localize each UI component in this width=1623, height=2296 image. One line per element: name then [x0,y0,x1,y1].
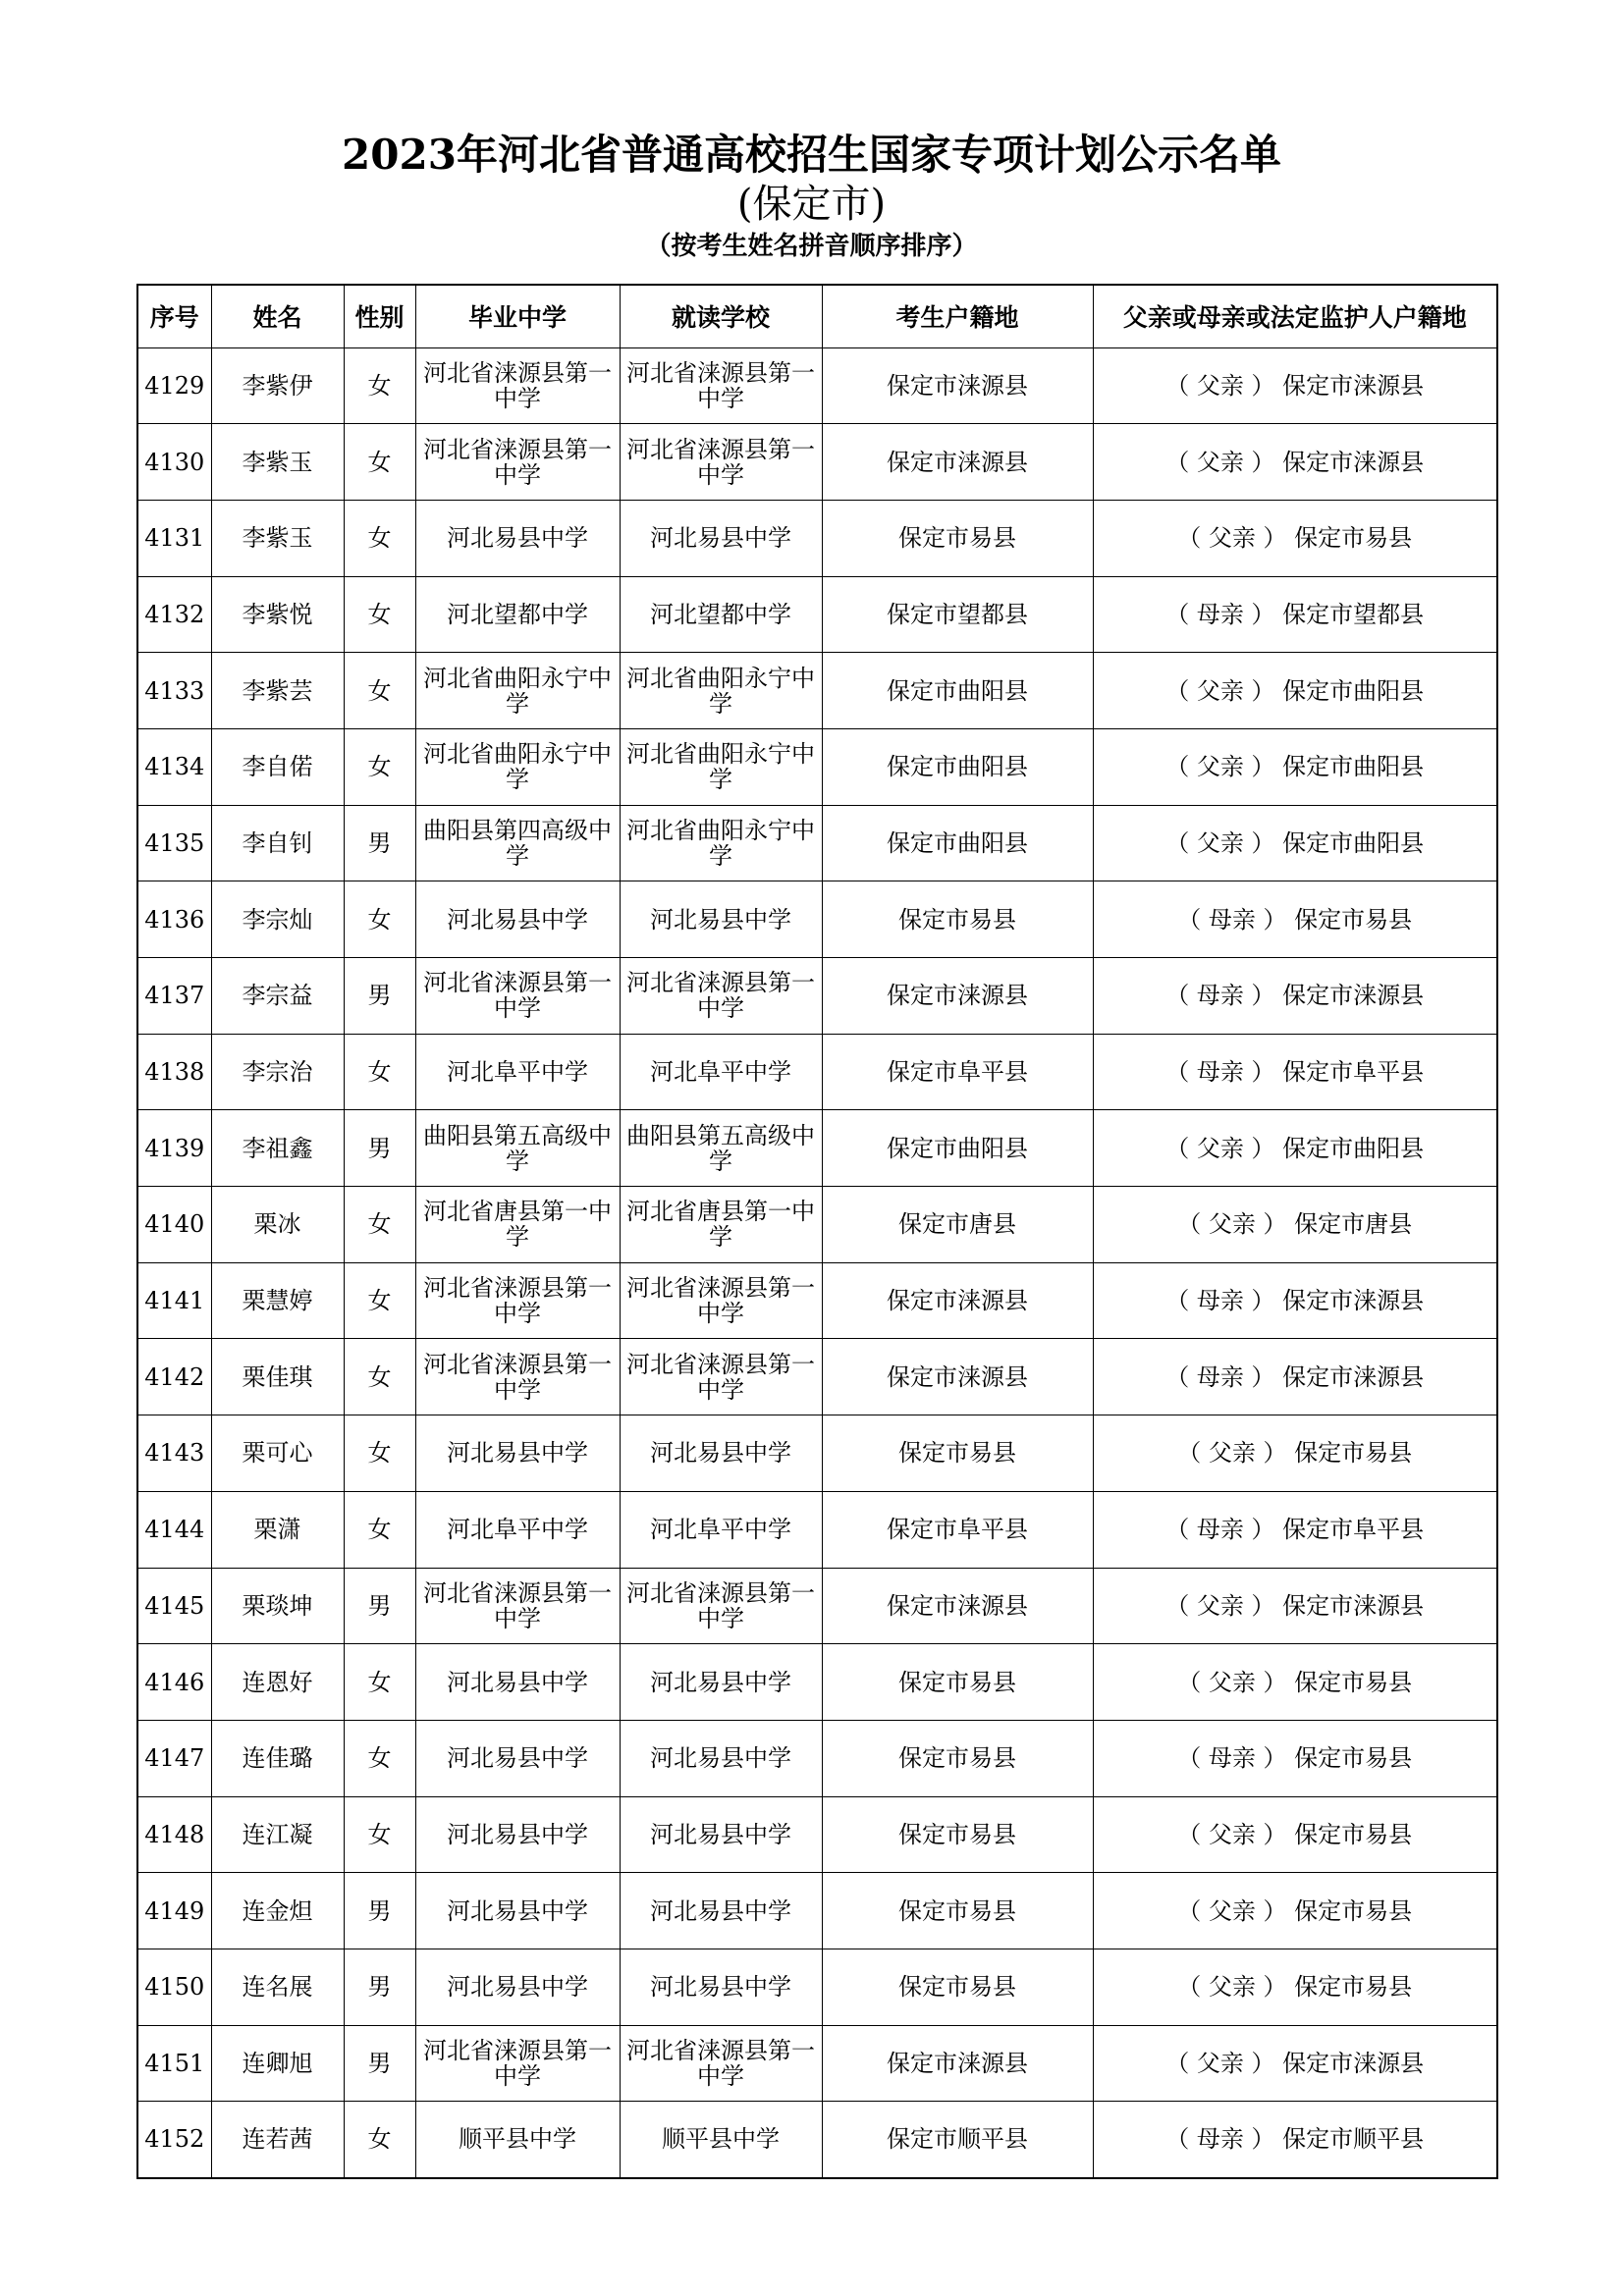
current-school-cell: 河北易县中学 [620,1644,822,1721]
gender-cell: 女 [344,728,415,805]
residence-cell: 保定市顺平县 [822,2102,1093,2178]
row-number-cell: 4139 [137,1110,211,1187]
student-name-cell: 李紫悦 [211,576,344,653]
table-row [137,1720,1497,1796]
document-title: 2023年河北省普通高校招生国家专项计划公示名单 [342,131,1281,179]
current-school-cell: 河北省曲阳永宁中学 [620,653,822,729]
table-row [137,424,1497,501]
residence-cell: 保定市唐县 [822,1187,1093,1263]
row-number-cell: 4147 [137,1720,211,1796]
gender-cell: 女 [344,881,415,958]
current-school-cell: 顺平县中学 [620,2102,822,2178]
row-number-cell: 4136 [137,881,211,958]
row-number-cell: 4149 [137,1873,211,1949]
guardian-residence-cell: （ 母亲 ） 保定市阜平县 [1093,1491,1497,1568]
guardian-residence-cell: （ 母亲 ） 保定市涞源县 [1093,1262,1497,1339]
row-number-cell: 4145 [137,1568,211,1644]
residence-cell: 保定市涞源县 [822,958,1093,1035]
graduation-school-cell: 河北易县中学 [415,1720,620,1796]
residence-cell: 保定市易县 [822,1796,1093,1873]
table-row [137,1415,1497,1492]
guardian-residence-cell: （ 母亲 ） 保定市易县 [1093,1720,1497,1796]
table-row [137,1262,1497,1339]
residence-cell: 保定市曲阳县 [822,805,1093,881]
row-number-cell: 4143 [137,1415,211,1492]
gender-cell: 女 [344,576,415,653]
graduation-school-cell: 河北省涞源县第一中学 [415,1339,620,1415]
row-number-cell: 4150 [137,1949,211,2025]
student-name-cell: 连金炟 [211,1873,344,1949]
gender-cell: 女 [344,1034,415,1110]
gender-cell: 女 [344,1644,415,1721]
row-number-cell: 4129 [137,347,211,424]
student-name-cell: 连若茜 [211,2102,344,2178]
graduation-school-cell: 河北易县中学 [415,1415,620,1492]
current-school-cell: 河北省涞源县第一中学 [620,1262,822,1339]
residence-cell: 保定市易县 [822,1415,1093,1492]
table-row [137,1873,1497,1949]
student-name-cell: 李祖鑫 [211,1110,344,1187]
residence-cell: 保定市易县 [822,1720,1093,1796]
row-number-cell: 4141 [137,1262,211,1339]
graduation-school-cell: 顺平县中学 [415,2102,620,2178]
student-name-cell: 连名展 [211,1949,344,2025]
student-name-cell: 李宗灿 [211,881,344,958]
current-school-cell: 河北省涞源县第一中学 [620,958,822,1035]
student-name-cell: 连佳璐 [211,1720,344,1796]
column-header-name: 姓名 [211,285,344,347]
gender-cell: 女 [344,424,415,501]
student-name-cell: 栗冰 [211,1187,344,1263]
gender-cell: 女 [344,500,415,576]
graduation-school-cell: 河北易县中学 [415,1949,620,2025]
residence-cell: 保定市曲阳县 [822,728,1093,805]
table-row [137,1796,1497,1873]
guardian-residence-cell: （ 父亲 ） 保定市曲阳县 [1093,1110,1497,1187]
guardian-residence-cell: （ 母亲 ） 保定市顺平县 [1093,2102,1497,2178]
column-header-residence: 考生户籍地 [822,285,1093,347]
graduation-school-cell: 曲阳县第四高级中学 [415,805,620,881]
table-row [137,728,1497,805]
current-school-cell: 河北易县中学 [620,881,822,958]
gender-cell: 男 [344,1110,415,1187]
graduation-school-cell: 河北省涞源县第一中学 [415,1262,620,1339]
residence-cell: 保定市曲阳县 [822,1110,1093,1187]
residence-cell: 保定市望都县 [822,576,1093,653]
current-school-cell: 河北省涞源县第一中学 [620,1568,822,1644]
table-header [137,285,1497,347]
table-row [137,1110,1497,1187]
table-row [137,1644,1497,1721]
gender-cell: 女 [344,1720,415,1796]
student-name-cell: 连江凝 [211,1796,344,1873]
residence-cell: 保定市涞源县 [822,347,1093,424]
current-school-cell: 河北易县中学 [620,1796,822,1873]
student-name-cell: 李自钊 [211,805,344,881]
residence-cell: 保定市易县 [822,500,1093,576]
gender-cell: 女 [344,1415,415,1492]
gender-cell: 男 [344,958,415,1035]
table-row [137,1949,1497,2025]
graduation-school-cell: 河北省涞源县第一中学 [415,2025,620,2102]
residence-cell: 保定市涞源县 [822,2025,1093,2102]
guardian-residence-cell: （ 母亲 ） 保定市涞源县 [1093,958,1497,1035]
gender-cell: 女 [344,653,415,729]
table-row [137,2102,1497,2178]
table-row [137,1339,1497,1415]
current-school-cell: 河北省涞源县第一中学 [620,347,822,424]
row-number-cell: 4140 [137,1187,211,1263]
guardian-residence-cell: （ 父亲 ） 保定市易县 [1093,1949,1497,2025]
graduation-school-cell: 河北易县中学 [415,1644,620,1721]
gender-cell: 女 [344,347,415,424]
row-number-cell: 4132 [137,576,211,653]
table-row [137,958,1497,1035]
student-name-cell: 栗可心 [211,1415,344,1492]
guardian-residence-cell: （ 父亲 ） 保定市易县 [1093,500,1497,576]
column-header-guardian-residence: 父亲或母亲或法定监护人户籍地 [1093,285,1497,347]
column-header-gender: 性别 [344,285,415,347]
graduation-school-cell: 河北省唐县第一中学 [415,1187,620,1263]
guardian-residence-cell: （ 父亲 ） 保定市易县 [1093,1873,1497,1949]
graduation-school-cell: 河北易县中学 [415,1873,620,1949]
current-school-cell: 河北省曲阳永宁中学 [620,728,822,805]
table-row [137,576,1497,653]
graduation-school-cell: 河北省涞源县第一中学 [415,424,620,501]
table-row [137,1491,1497,1568]
residence-cell: 保定市涞源县 [822,1339,1093,1415]
student-name-cell: 李紫玉 [211,424,344,501]
table-row [137,881,1497,958]
residence-cell: 保定市易县 [822,881,1093,958]
current-school-cell: 河北省涞源县第一中学 [620,2025,822,2102]
row-number-cell: 4142 [137,1339,211,1415]
table-body [137,347,1497,2178]
current-school-cell: 曲阳县第五高级中学 [620,1110,822,1187]
graduation-school-cell: 河北望都中学 [415,576,620,653]
column-header-number: 序号 [137,285,211,347]
graduation-school-cell: 曲阳县第五高级中学 [415,1110,620,1187]
student-name-cell: 栗慧婷 [211,1262,344,1339]
current-school-cell: 河北易县中学 [620,1873,822,1949]
table-row [137,2025,1497,2102]
residence-cell: 保定市涞源县 [822,1262,1093,1339]
guardian-residence-cell: （ 母亲 ） 保定市阜平县 [1093,1034,1497,1110]
student-name-cell: 连卿旭 [211,2025,344,2102]
guardian-residence-cell: （ 父亲 ） 保定市曲阳县 [1093,728,1497,805]
gender-cell: 女 [344,1187,415,1263]
residence-cell: 保定市阜平县 [822,1491,1093,1568]
student-name-cell: 李自偌 [211,728,344,805]
guardian-residence-cell: （ 母亲 ） 保定市易县 [1093,881,1497,958]
student-name-cell: 李宗益 [211,958,344,1035]
current-school-cell: 河北省涞源县第一中学 [620,1339,822,1415]
residence-cell: 保定市阜平县 [822,1034,1093,1110]
current-school-cell: 河北易县中学 [620,500,822,576]
student-name-cell: 栗佳琪 [211,1339,344,1415]
row-number-cell: 4134 [137,728,211,805]
table-row [137,1187,1497,1263]
guardian-residence-cell: （ 母亲 ） 保定市涞源县 [1093,1339,1497,1415]
graduation-school-cell: 河北省曲阳永宁中学 [415,728,620,805]
gender-cell: 男 [344,2025,415,2102]
graduation-school-cell: 河北阜平中学 [415,1491,620,1568]
table-row [137,653,1497,729]
residence-cell: 保定市曲阳县 [822,653,1093,729]
table-row [137,1034,1497,1110]
row-number-cell: 4146 [137,1644,211,1721]
graduation-school-cell: 河北阜平中学 [415,1034,620,1110]
student-name-cell: 李宗治 [211,1034,344,1110]
student-name-cell: 李紫芸 [211,653,344,729]
gender-cell: 男 [344,805,415,881]
guardian-residence-cell: （ 父亲 ） 保定市曲阳县 [1093,653,1497,729]
student-name-cell: 李紫玉 [211,500,344,576]
gender-cell: 女 [344,1491,415,1568]
current-school-cell: 河北易县中学 [620,1415,822,1492]
roster-table [136,284,1498,2179]
guardian-residence-cell: （ 父亲 ） 保定市涞源县 [1093,2025,1497,2102]
table-row [137,500,1497,576]
graduation-school-cell: 河北省涞源县第一中学 [415,958,620,1035]
guardian-residence-cell: （ 父亲 ） 保定市涞源县 [1093,1568,1497,1644]
guardian-residence-cell: （ 父亲 ） 保定市涞源县 [1093,424,1497,501]
student-name-cell: 栗潇 [211,1491,344,1568]
current-school-cell: 河北阜平中学 [620,1491,822,1568]
graduation-school-cell: 河北省涞源县第一中学 [415,347,620,424]
gender-cell: 男 [344,1949,415,2025]
row-number-cell: 4135 [137,805,211,881]
student-name-cell: 李紫伊 [211,347,344,424]
gender-cell: 男 [344,1568,415,1644]
graduation-school-cell: 河北易县中学 [415,500,620,576]
current-school-cell: 河北省曲阳永宁中学 [620,805,822,881]
row-number-cell: 4137 [137,958,211,1035]
document-subtitle: (保定市) [736,182,887,227]
guardian-residence-cell: （ 父亲 ） 保定市易县 [1093,1796,1497,1873]
guardian-residence-cell: （ 父亲 ） 保定市易县 [1093,1644,1497,1721]
current-school-cell: 河北省唐县第一中学 [620,1187,822,1263]
current-school-cell: 河北易县中学 [620,1720,822,1796]
guardian-residence-cell: （ 父亲 ） 保定市涞源县 [1093,347,1497,424]
column-header-current-school: 就读学校 [620,285,822,347]
guardian-residence-cell: （ 父亲 ） 保定市易县 [1093,1415,1497,1492]
guardian-residence-cell: （ 母亲 ） 保定市望都县 [1093,576,1497,653]
guardian-residence-cell: （ 父亲 ） 保定市曲阳县 [1093,805,1497,881]
row-number-cell: 4133 [137,653,211,729]
current-school-cell: 河北望都中学 [620,576,822,653]
row-number-cell: 4130 [137,424,211,501]
sort-note: （按考生姓名拼音顺序排序） [645,232,978,261]
current-school-cell: 河北阜平中学 [620,1034,822,1110]
residence-cell: 保定市易县 [822,1873,1093,1949]
graduation-school-cell: 河北省涞源县第一中学 [415,1568,620,1644]
row-number-cell: 4151 [137,2025,211,2102]
column-header-graduation-school: 毕业中学 [415,285,620,347]
header-row [137,285,1497,347]
gender-cell: 女 [344,1262,415,1339]
row-number-cell: 4144 [137,1491,211,1568]
row-number-cell: 4152 [137,2102,211,2178]
current-school-cell: 河北省涞源县第一中学 [620,424,822,501]
gender-cell: 女 [344,1339,415,1415]
table-row [137,347,1497,424]
graduation-school-cell: 河北易县中学 [415,881,620,958]
row-number-cell: 4138 [137,1034,211,1110]
row-number-cell: 4131 [137,500,211,576]
student-name-cell: 连恩好 [211,1644,344,1721]
guardian-residence-cell: （ 父亲 ） 保定市唐县 [1093,1187,1497,1263]
table-row [137,805,1497,881]
residence-cell: 保定市涞源县 [822,424,1093,501]
row-number-cell: 4148 [137,1796,211,1873]
current-school-cell: 河北易县中学 [620,1949,822,2025]
graduation-school-cell: 河北易县中学 [415,1796,620,1873]
gender-cell: 女 [344,1796,415,1873]
gender-cell: 女 [344,2102,415,2178]
residence-cell: 保定市涞源县 [822,1568,1093,1644]
student-name-cell: 栗琰坤 [211,1568,344,1644]
residence-cell: 保定市易县 [822,1644,1093,1721]
graduation-school-cell: 河北省曲阳永宁中学 [415,653,620,729]
residence-cell: 保定市易县 [822,1949,1093,2025]
gender-cell: 男 [344,1873,415,1949]
table-row [137,1568,1497,1644]
